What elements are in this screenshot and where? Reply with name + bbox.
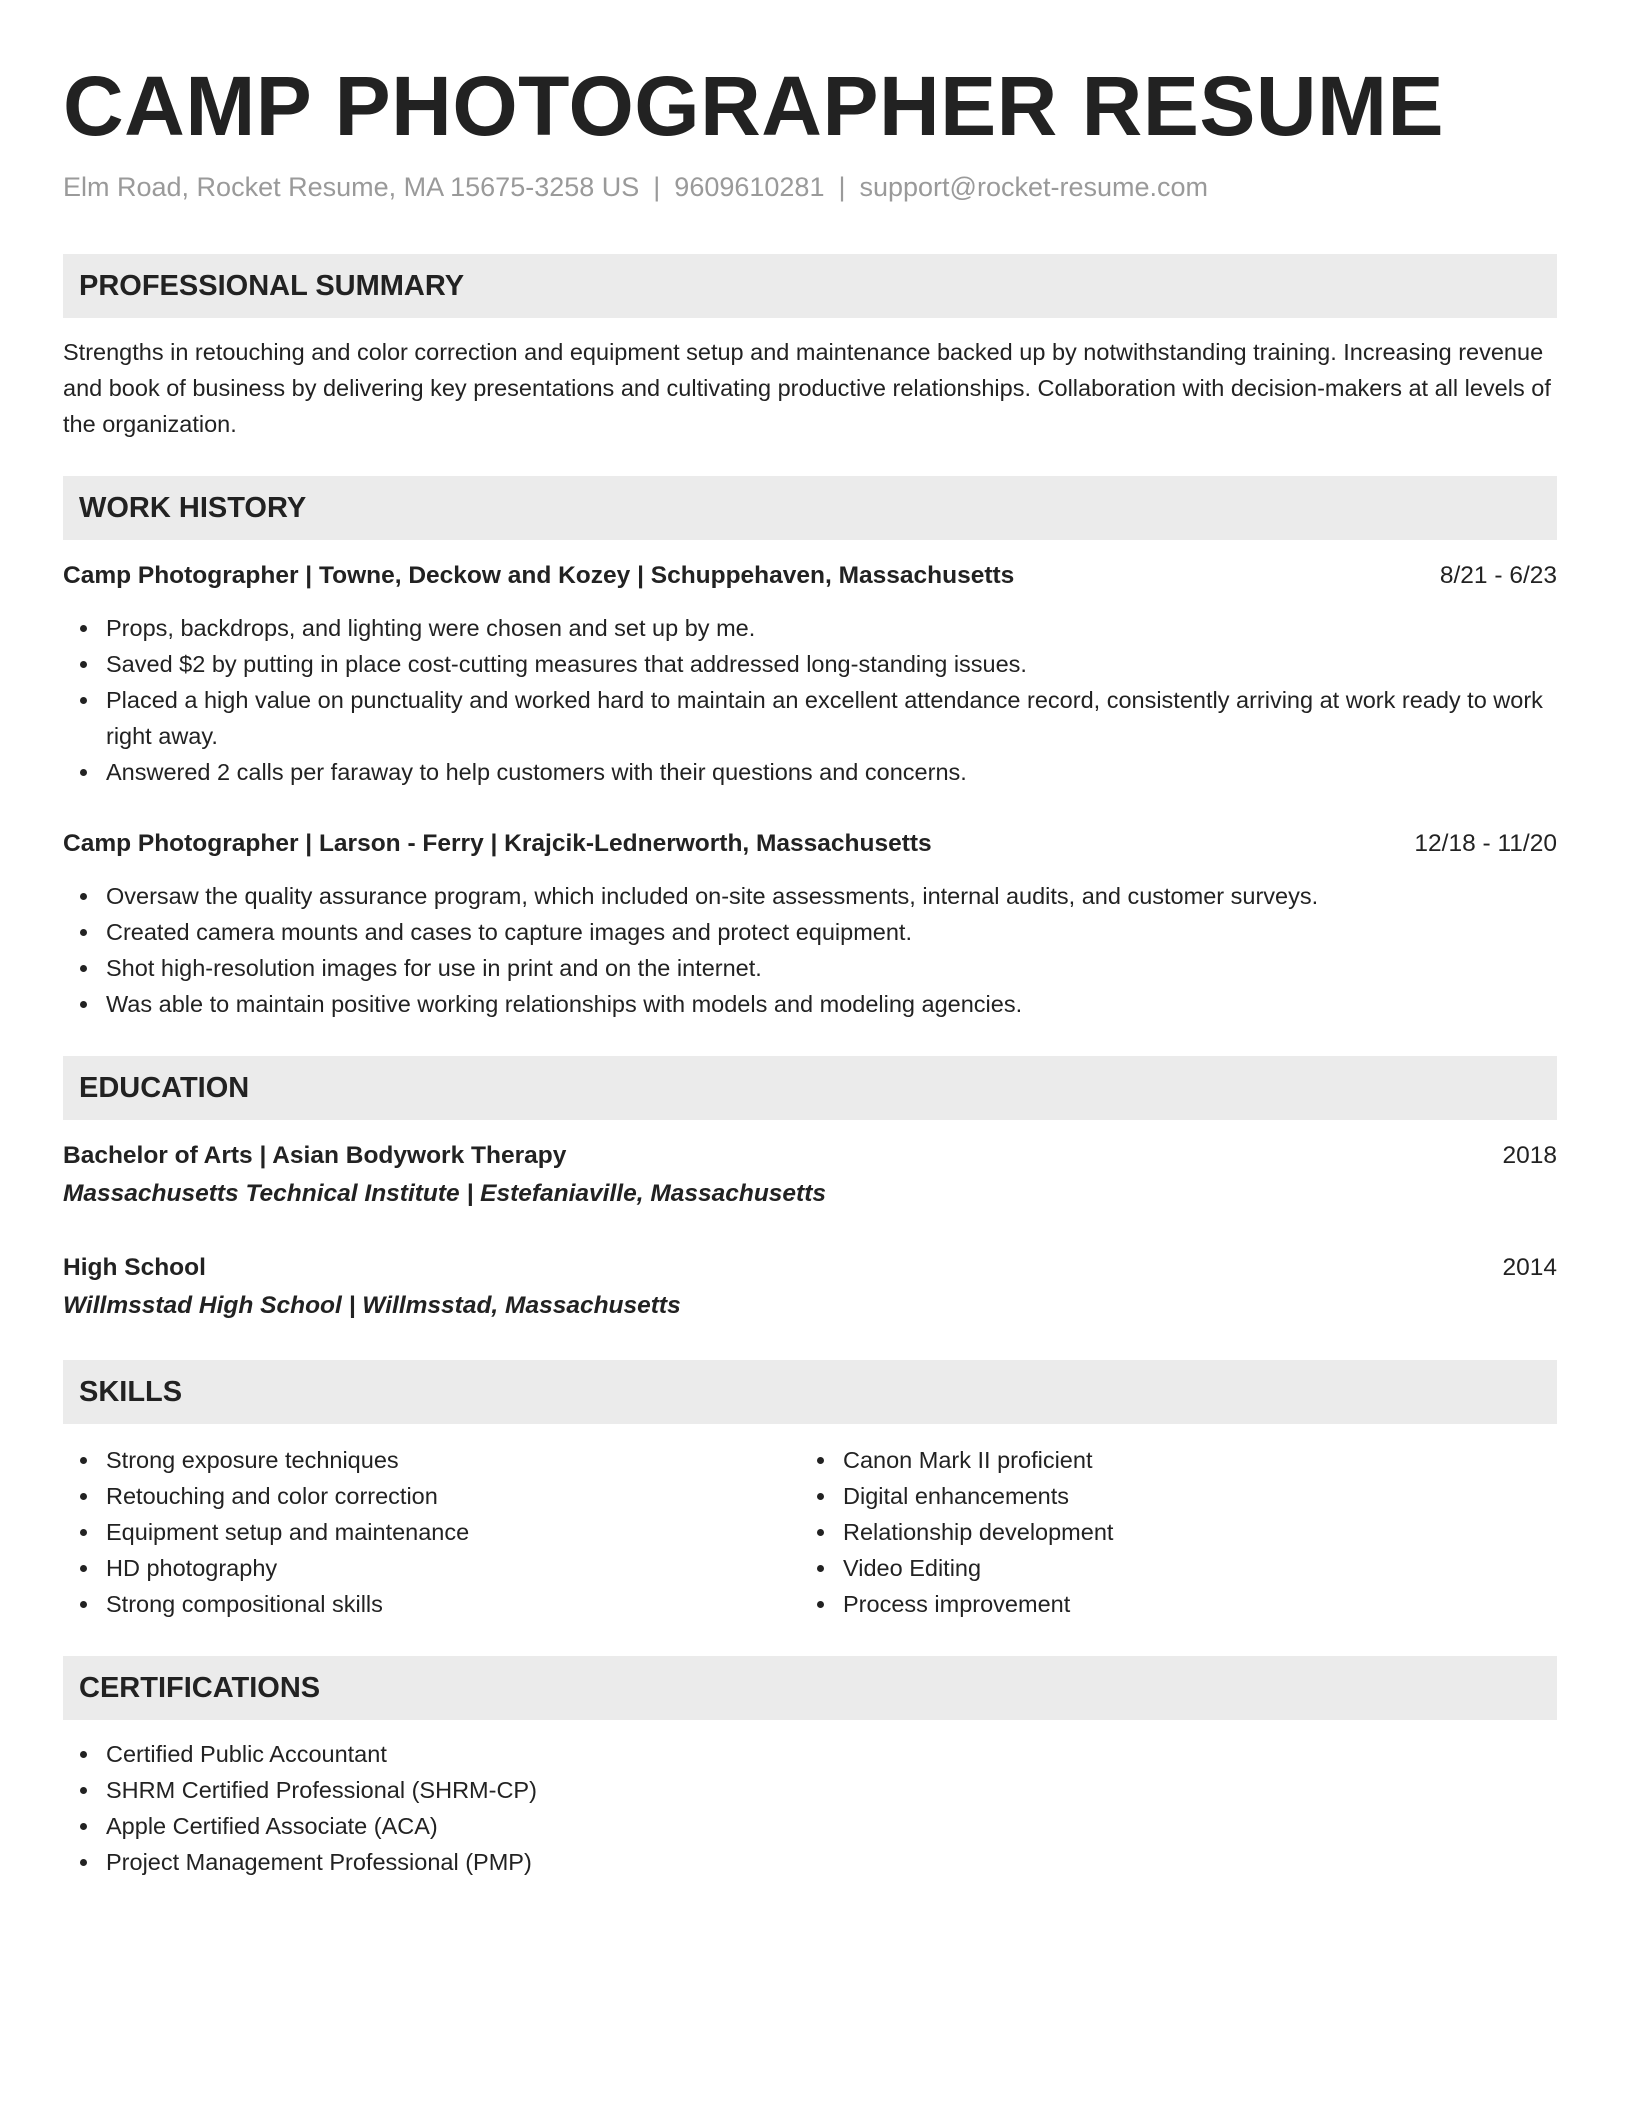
summary-text: Strengths in retouching and color correction and equipment setup and maintenance backed up by notwithstanding training. Increasing revenue and book of business by delivering key presentations and cultivating productive relationships. Collaboration with decision-makers at all levels of the organization. bbox=[63, 339, 1551, 437]
job-bullet: Shot high-resolution images for use in print and on the internet. bbox=[63, 950, 1557, 986]
job-bullet: Was able to maintain positive working relationships with models and modeling agencies. bbox=[63, 986, 1557, 1022]
job-bullet: Oversaw the quality assurance program, which included on-site assessments, internal audits, and customer surveys. bbox=[63, 878, 1557, 914]
section-heading-skills: SKILLS bbox=[63, 1360, 1557, 1424]
job-title: Camp Photographer | Towne, Deckow and Kozey | Schuppehaven, Massachusetts bbox=[63, 562, 1015, 589]
education-entry bbox=[63, 1138, 1557, 1214]
education-school: Willmsstad High School | Willmsstad, Massachusetts bbox=[63, 1292, 681, 1319]
job-bullet: Placed a high value on punctuality and worked hard to maintain an excellent attendance record, consistently arriving at work ready to work right away. bbox=[63, 682, 1557, 754]
contact-email: support@rocket-resume.com bbox=[859, 172, 1209, 202]
contact-separator: | bbox=[653, 172, 661, 202]
skill-item: Relationship development bbox=[800, 1514, 1537, 1550]
job-dates: 8/21 - 6/23 bbox=[1439, 562, 1557, 589]
skill-item: Video Editing bbox=[800, 1550, 1537, 1586]
skill-item: Digital enhancements bbox=[800, 1478, 1537, 1514]
skill-item: Process improvement bbox=[800, 1586, 1537, 1622]
certification-item: Project Management Professional (PMP) bbox=[63, 1844, 1557, 1880]
education-entry bbox=[63, 1250, 1557, 1326]
section-heading-certifications: CERTIFICATIONS bbox=[63, 1656, 1557, 1720]
education-degree: High School bbox=[63, 1254, 206, 1281]
skills-list-right bbox=[800, 1442, 1537, 1622]
job-bullet: Saved $2 by putting in place cost-cutting measures that addressed long-standing issues. bbox=[63, 646, 1557, 682]
certifications-list bbox=[63, 1736, 1557, 1880]
skill-item: Canon Mark II proficient bbox=[800, 1442, 1537, 1478]
skill-item: Equipment setup and maintenance bbox=[63, 1514, 800, 1550]
contact-address: Elm Road, Rocket Resume, MA 15675-3258 US bbox=[63, 172, 640, 202]
skill-item: Retouching and color correction bbox=[63, 1478, 800, 1514]
job-entry bbox=[63, 826, 1557, 1022]
job-bullets bbox=[63, 610, 1557, 790]
contact-phone: 9609610281 bbox=[674, 172, 825, 202]
section-heading-summary: PROFESSIONAL SUMMARY bbox=[63, 254, 1557, 318]
education-year: 2018 bbox=[1502, 1142, 1557, 1169]
section-heading-education: EDUCATION bbox=[63, 1056, 1557, 1120]
job-bullets bbox=[63, 878, 1557, 1022]
education-school: Massachusetts Technical Institute | Estefaniaville, Massachusetts bbox=[63, 1180, 827, 1207]
job-title: Camp Photographer | Larson - Ferry | Krajcik-Lednerworth, Massachusetts bbox=[63, 830, 932, 857]
skill-item: Strong compositional skills bbox=[63, 1586, 800, 1622]
skill-item: Strong exposure techniques bbox=[63, 1442, 800, 1478]
section-heading-work-history: WORK HISTORY bbox=[63, 476, 1557, 540]
job-bullet: Answered 2 calls per faraway to help customers with their questions and concerns. bbox=[63, 754, 1557, 790]
skills-columns bbox=[63, 1442, 1557, 1622]
job-entry bbox=[63, 558, 1557, 790]
skill-item: HD photography bbox=[63, 1550, 800, 1586]
resume-title: CAMP PHOTOGRAPHER RESUME bbox=[63, 59, 1445, 153]
contact-line bbox=[63, 170, 1557, 204]
certification-item: Apple Certified Associate (ACA) bbox=[63, 1808, 1557, 1844]
education-year: 2014 bbox=[1502, 1254, 1557, 1281]
certification-item: Certified Public Accountant bbox=[63, 1736, 1557, 1772]
resume-page bbox=[63, 0, 1557, 1880]
skills-list-left bbox=[63, 1442, 800, 1622]
job-bullet: Props, backdrops, and lighting were chosen and set up by me. bbox=[63, 610, 1557, 646]
certification-item: SHRM Certified Professional (SHRM-CP) bbox=[63, 1772, 1557, 1808]
contact-separator: | bbox=[838, 172, 846, 202]
job-dates: 12/18 - 11/20 bbox=[1414, 830, 1557, 857]
education-degree: Bachelor of Arts | Asian Bodywork Therapy bbox=[63, 1142, 567, 1169]
job-bullet: Created camera mounts and cases to capture images and protect equipment. bbox=[63, 914, 1557, 950]
